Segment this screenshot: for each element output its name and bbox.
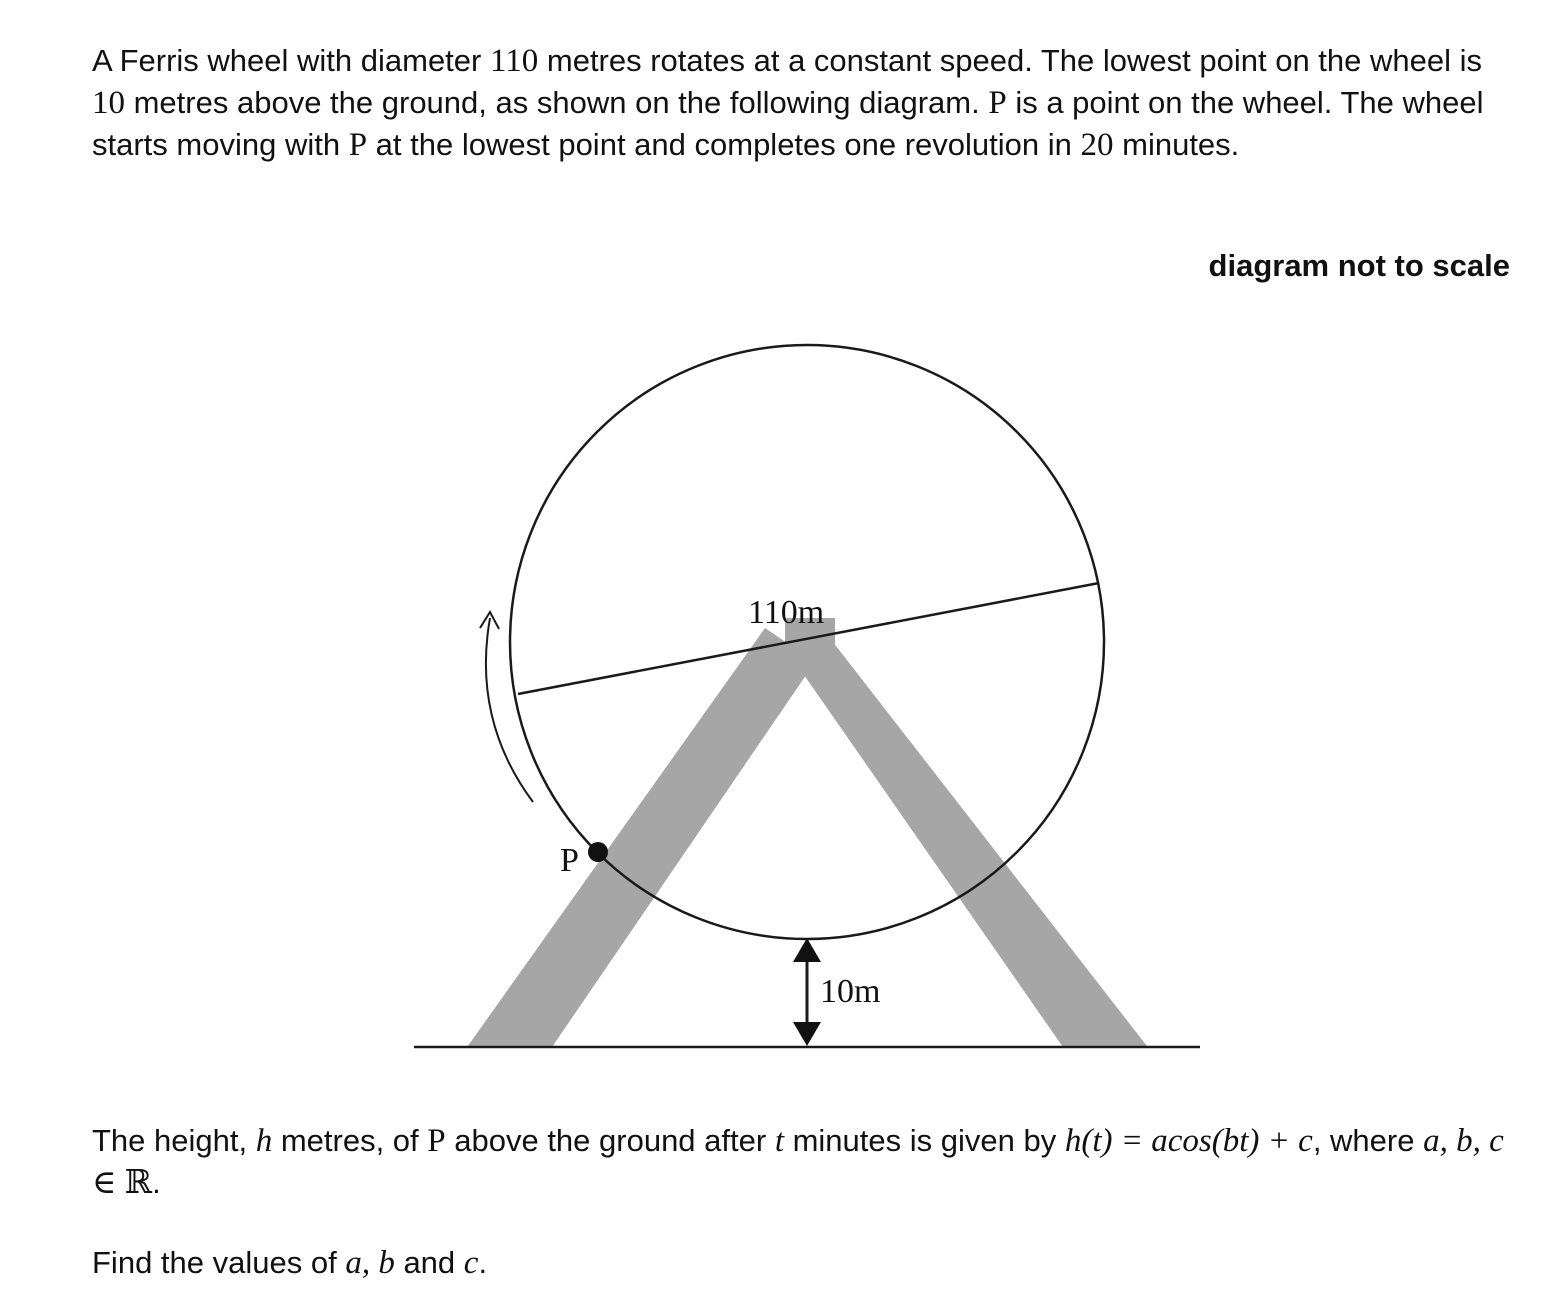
real-set-symbol: ∈ ℝ	[92, 1165, 153, 1201]
point-name: P	[427, 1123, 446, 1159]
find-text-3: .	[478, 1245, 488, 1280]
intro-text-2: metres rotates at a constant speed. The lowest point on the wheel is	[538, 43, 1483, 78]
vars-a-b: a, b	[345, 1245, 395, 1281]
var-h: h	[255, 1123, 273, 1159]
var-c: c	[463, 1245, 479, 1281]
height-arrow-down	[793, 1022, 821, 1046]
intro-text-4: is a point on the wheel. The wheel starts moving with	[92, 85, 1484, 162]
point-p-label: P	[560, 842, 579, 879]
diagram-note: diagram not to scale	[1208, 248, 1510, 283]
height-arrow-up	[793, 938, 821, 962]
find-instruction	[92, 1242, 487, 1284]
point-p-marker	[588, 842, 608, 862]
find-text-2: and	[394, 1245, 464, 1280]
lowest-point-value: 10	[92, 85, 125, 121]
intro-text-6: minutes.	[1113, 127, 1240, 162]
height-text-3: above the ground after	[445, 1123, 775, 1158]
diameter-label: 110m	[748, 594, 825, 631]
var-t: t	[774, 1123, 784, 1159]
intro-text-5: at the lowest point and completes one revolution in	[367, 127, 1081, 162]
minutes-value: 20	[1080, 127, 1114, 163]
constant-vars: a, b, c	[1423, 1123, 1504, 1159]
height-text-1: The height,	[92, 1123, 256, 1158]
left-support-leg	[465, 628, 815, 1050]
intro-text-1: A Ferris wheel with diameter	[92, 43, 490, 78]
height-text-6: .	[152, 1165, 161, 1200]
intro-text-3: metres above the ground, as shown on the following diagram.	[125, 85, 989, 120]
height-text-5: , where	[1312, 1123, 1424, 1158]
diameter-value: 110	[489, 43, 539, 79]
height-text-4: minutes is given by	[783, 1123, 1065, 1158]
height-formula: h(t) = acos(bt) + c	[1064, 1123, 1313, 1159]
point-name: P	[348, 127, 368, 163]
find-text-1: Find the values of	[92, 1245, 346, 1280]
height-label: 10m	[820, 973, 881, 1010]
height-text-2: metres, of	[272, 1123, 428, 1158]
height-statement	[92, 1120, 1532, 1204]
point-name: P	[988, 85, 1007, 121]
